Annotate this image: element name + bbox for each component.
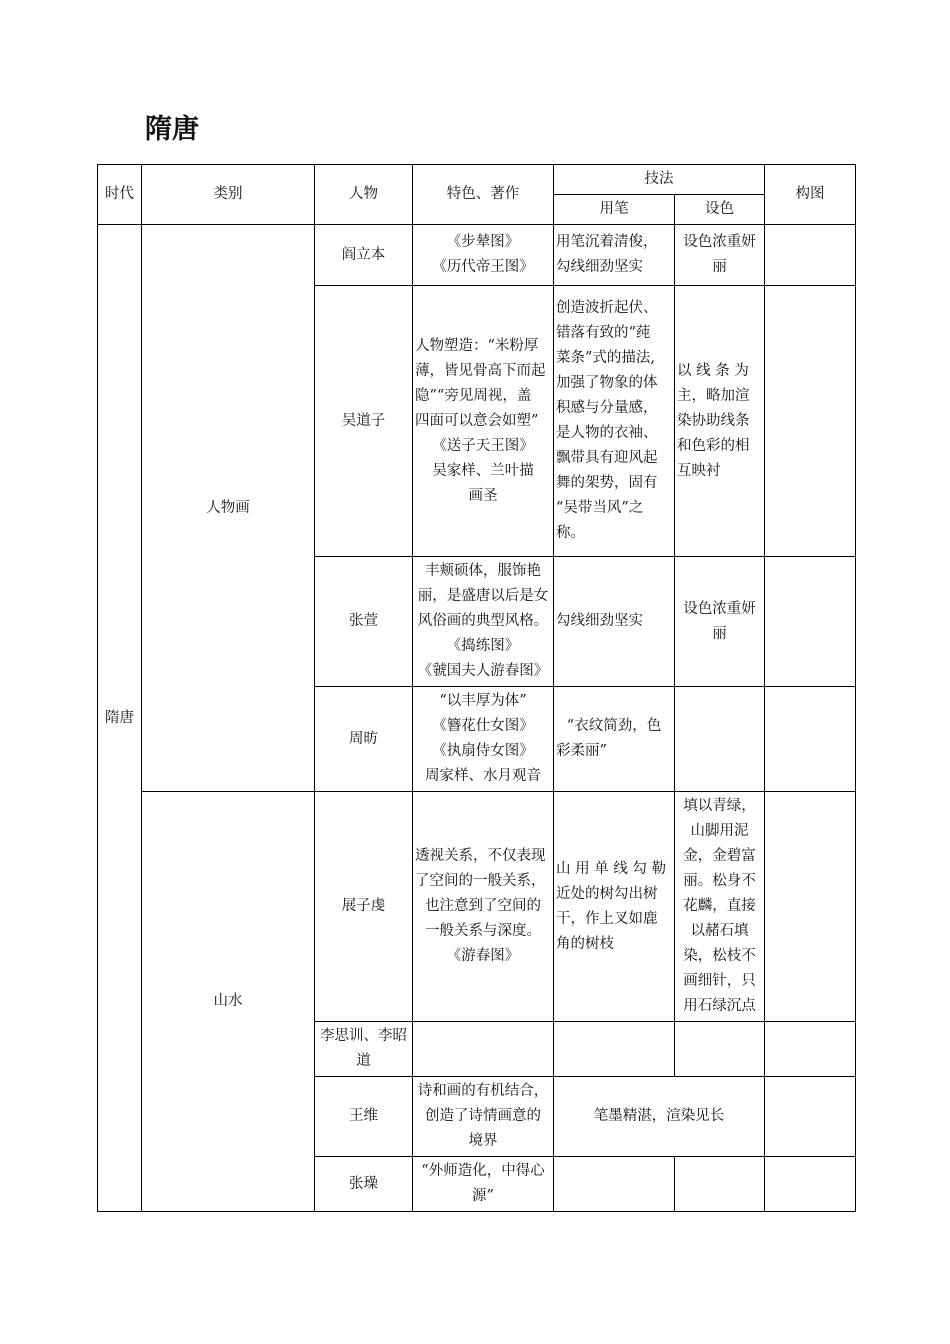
- brushwork-cell: [554, 1157, 675, 1212]
- composition-cell: [765, 687, 856, 792]
- coloring-cell: 填以青绿， 山脚用泥 金，金碧富 丽。松身不 花麟，直接 以赭石填 染，松枝不 画细针，只 用石绿沉点: [675, 792, 765, 1022]
- figure-name: 王维: [315, 1077, 413, 1157]
- coloring-cell: 设色浓重妍 丽: [675, 557, 765, 687]
- figure-name: 展子虔: [315, 792, 413, 1022]
- features-cell: 诗和画的有机结合， 创造了诗情画意的 境界: [413, 1077, 554, 1157]
- composition-cell: [765, 1157, 856, 1212]
- table-row: [98, 792, 856, 1022]
- technique-cell: 笔墨精湛，渲染见长: [554, 1077, 765, 1157]
- header-era: 时代: [98, 165, 142, 225]
- features-cell: 人物塑造：“米粉厚 薄，皆见骨高下而起 隐”“旁见周视，盖 四面可以意会如塑” 《送子天王图》 吴家样、兰叶描 画圣: [413, 286, 554, 557]
- features-cell: 丰颊硕体，服饰艳 丽，是盛唐以后是女 风俗画的典型风格。 《捣练图》 《虢国夫人游春图》: [413, 557, 554, 687]
- painting-history-table: [97, 164, 856, 1212]
- figure-name: 阎立本: [315, 225, 413, 286]
- figure-name: 吴道子: [315, 286, 413, 557]
- header-composition: 构图: [765, 165, 856, 225]
- brushwork-cell: 山 用 单 线 勾 勒 近处的树勾出树 干，作上叉如鹿 角的树枝: [554, 792, 675, 1022]
- composition-cell: [765, 557, 856, 687]
- brushwork-cell: “衣纹简劲，色 彩柔丽”: [554, 687, 675, 792]
- features-cell: [413, 1022, 554, 1077]
- header-features: 特色、著作: [413, 165, 554, 225]
- category-figure-painting: 人物画: [142, 225, 315, 792]
- coloring-cell: [675, 1157, 765, 1212]
- category-landscape: 山水: [142, 792, 315, 1212]
- composition-cell: [765, 1022, 856, 1077]
- composition-cell: [765, 1077, 856, 1157]
- features-cell: “以丰厚为体” 《簪花仕女图》 《执扇侍女图》 周家样、水月观音: [413, 687, 554, 792]
- composition-cell: [765, 792, 856, 1022]
- brushwork-cell: [554, 1022, 675, 1077]
- features-cell: “外师造化，中得心 源”: [413, 1157, 554, 1212]
- header-coloring: 设色: [675, 195, 765, 225]
- brushwork-cell: 勾线细劲坚实: [554, 557, 675, 687]
- header-technique: 技法: [554, 165, 765, 195]
- composition-cell: [765, 286, 856, 557]
- brushwork-cell: 用笔沉着清俊， 勾线细劲坚实: [554, 225, 675, 286]
- composition-cell: [765, 225, 856, 286]
- figure-name: 张萱: [315, 557, 413, 687]
- features-cell: 透视关系，不仅表现 了空间的一般关系， 也注意到了空间的 一般关系与深度。 《游春图》: [413, 792, 554, 1022]
- header-brushwork: 用笔: [554, 195, 675, 225]
- table-header-row: [98, 165, 856, 195]
- era-cell: 隋唐: [98, 225, 142, 1212]
- page-title: 隋唐: [145, 114, 199, 145]
- coloring-cell: [675, 1022, 765, 1077]
- figure-name: 张璪: [315, 1157, 413, 1212]
- coloring-cell: [675, 687, 765, 792]
- figure-name: 李思训、李昭 道: [315, 1022, 413, 1077]
- table-row: [98, 225, 856, 286]
- coloring-cell: 设色浓重妍 丽: [675, 225, 765, 286]
- header-figure: 人物: [315, 165, 413, 225]
- features-cell: 《步辇图》 《历代帝王图》: [413, 225, 554, 286]
- figure-name: 周昉: [315, 687, 413, 792]
- header-category: 类别: [142, 165, 315, 225]
- coloring-cell: 以 线 条 为 主，略加渲 染协助线条 和色彩的相 互映衬: [675, 286, 765, 557]
- brushwork-cell: 创造波折起伏、 错落有致的“莼 菜条”式的描法, 加强了物象的体 积感与分量感， 是人物的衣袖、 飘带具有迎风起 舞的架势，固有 “吴带当风”之 称。: [554, 286, 675, 557]
